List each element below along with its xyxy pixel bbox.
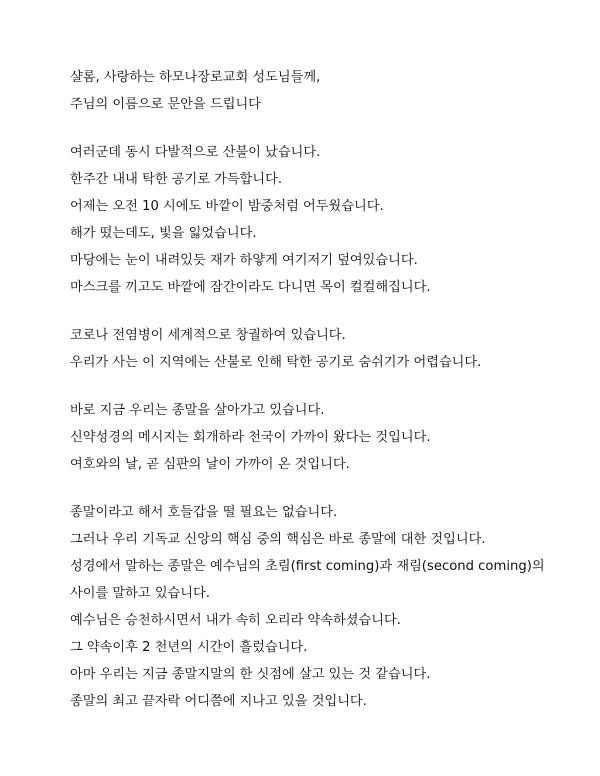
text-line: 코로나 전염병이 세계적으로 창궐하여 있습니다. [70, 328, 346, 343]
text-line: 종말의 최고 끝자락 어디쯤에 지나고 있을 것입니다. [70, 694, 367, 709]
text-line: 여호와의 날, 곧 심판의 날이 가까이 온 것입니다. [70, 457, 350, 472]
text-line: 그 약속이후 2 천년의 시간이 흘렀습니다. [70, 640, 308, 655]
text-line: 샬롬, 사랑하는 하모나장로교회 성도님들께, [70, 70, 321, 85]
faith-paragraph [70, 499, 590, 715]
text-line: 주님의 이름으로 문안을 드립니다 [70, 97, 261, 112]
text-line: 여러군데 동시 다발적으로 산불이 났습니다. [70, 145, 321, 160]
end-times-paragraph [70, 397, 590, 478]
text-line: 해가 떴는데도, 빛을 잃었습니다. [70, 226, 257, 241]
letter-body [70, 64, 590, 715]
text-line: 어제는 오전 10 시에도 바깥이 밤중처럼 어두웠습니다. [70, 199, 384, 214]
text-line: 사이를 말하고 있습니다. [70, 586, 210, 601]
text-line: 우리가 사는 이 지역에는 산불로 인해 탁한 공기로 숨쉬기가 어렵습니다. [70, 355, 482, 370]
text-line: 바로 지금 우리는 종말을 살아가고 있습니다. [70, 403, 325, 418]
wildfire-paragraph [70, 139, 590, 301]
text-line: 성경에서 말하는 종말은 예수님의 초림(first coming)과 재림(second coming)의 [70, 559, 545, 574]
greeting-paragraph [70, 64, 590, 118]
pandemic-paragraph [70, 322, 590, 376]
text-line: 마스크를 끼고도 바깥에 잠간이라도 다니면 목이 컬컬해집니다. [70, 280, 431, 295]
text-line: 아마 우리는 지금 종말지말의 한 싯점에 살고 있는 것 같습니다. [70, 667, 431, 682]
text-line: 그러나 우리 기독교 신앙의 핵심 중의 핵심은 바로 종말에 대한 것입니다. [70, 532, 486, 547]
text-line: 종말이라고 해서 호들갑을 떨 필요는 없습니다. [70, 505, 338, 520]
text-line: 예수님은 승천하시면서 내가 속히 오리라 약속하셨습니다. [70, 613, 401, 628]
text-line: 한주간 내내 탁한 공기로 가득합니다. [70, 172, 283, 187]
text-line: 신약성경의 메시지는 회개하라 천국이 가까이 왔다는 것입니다. [70, 430, 431, 445]
text-line: 마당에는 눈이 내려있듯 재가 하얗게 여기저기 덮여있습니다. [70, 253, 418, 268]
